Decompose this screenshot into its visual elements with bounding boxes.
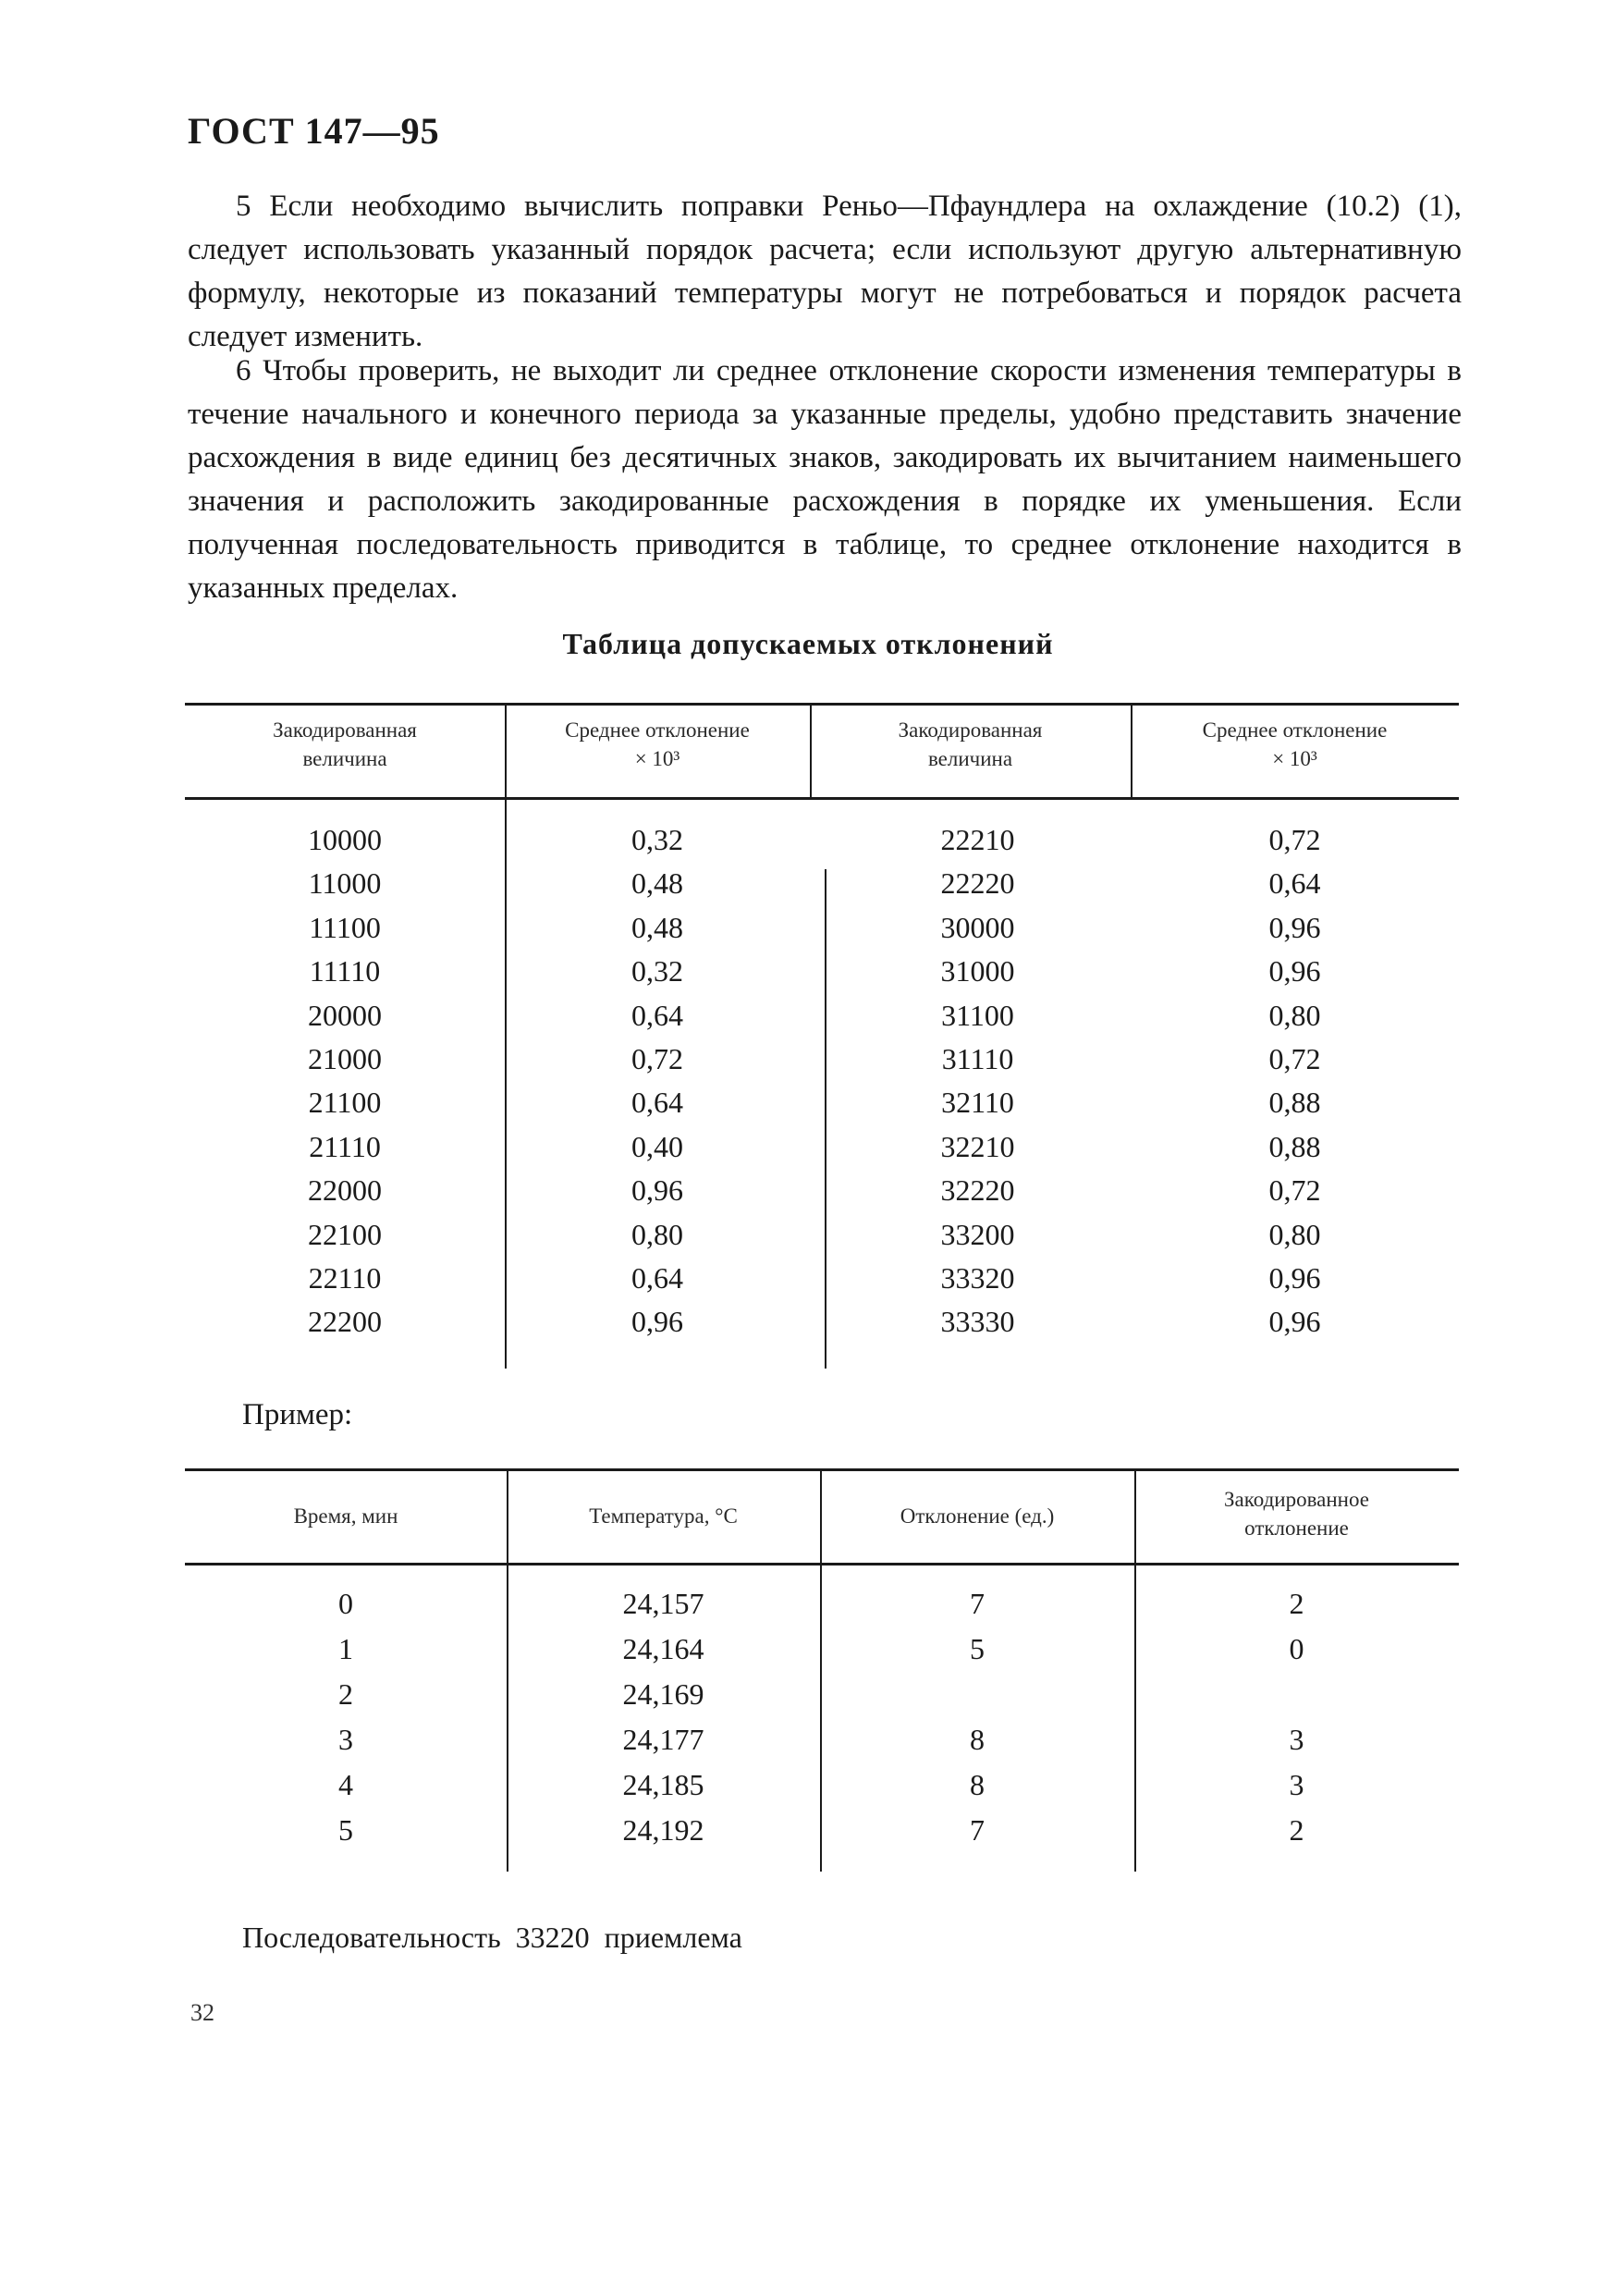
table-cell: 0,48 (631, 866, 683, 901)
table-cell: 5 (970, 1632, 985, 1665)
table-row (185, 1256, 1459, 1300)
column-header: Закодированное отклонение (1224, 1488, 1369, 1540)
table-row (185, 1672, 1459, 1716)
table-cell: 0,72 (631, 1042, 683, 1075)
table-cell: 22210 (940, 823, 1015, 856)
table-cell: 21000 (308, 1042, 382, 1075)
document-header: ГОСТ 147—95 (188, 110, 440, 152)
table-cell: 2 (338, 1677, 353, 1711)
table-title: Таблица допускаемых отклонений (562, 627, 1054, 660)
table-cell: 33320 (940, 1261, 1015, 1295)
table-cell: 33330 (940, 1305, 1015, 1339)
table-cell: 22110 (308, 1261, 382, 1295)
table-cell: 0,80 (631, 1217, 683, 1251)
table-cell: 0,72 (1268, 1173, 1321, 1208)
table-cell: 20000 (308, 998, 382, 1032)
table-cell: 0,32 (631, 954, 683, 988)
table-row (185, 949, 1459, 993)
table-row (185, 1037, 1459, 1081)
table-cell: 32210 (940, 1129, 1015, 1163)
table-cell: 2 (1289, 1587, 1304, 1620)
table-cell: 3 (1289, 1723, 1304, 1756)
column-header: Отклонение (ед.) (900, 1504, 1055, 1528)
table-cell: 32220 (940, 1173, 1015, 1208)
column-header: Закодированная величина (898, 718, 1043, 770)
table-cell: 0,88 (1268, 1086, 1321, 1120)
table-row (185, 1808, 1459, 1852)
table-cell: 5 (338, 1813, 353, 1847)
table-row (185, 1717, 1459, 1762)
table-cell: 22220 (940, 866, 1015, 901)
table-cell: 24,192 (622, 1813, 704, 1847)
table-cell: 32110 (941, 1086, 1014, 1120)
table-cell: 3 (338, 1723, 353, 1756)
table-cell: 0,96 (1268, 954, 1321, 988)
table-cell: 0,40 (631, 1129, 683, 1163)
table-cell: 24,157 (622, 1587, 704, 1620)
table-row (185, 861, 1459, 905)
table-row (185, 1627, 1459, 1671)
table-row (185, 817, 1459, 862)
column-header: Температура, °С (589, 1504, 738, 1528)
table-row (185, 1080, 1459, 1124)
table-row (185, 1212, 1459, 1257)
table-cell: 0,64 (631, 1086, 683, 1120)
table-cell: 10000 (308, 823, 382, 856)
column-header: Время, мин (293, 1504, 398, 1528)
example-table (185, 1468, 1459, 1872)
sequence-conclusion: Последовательность 33220 приемлема (242, 1921, 742, 1954)
table-cell: 0,64 (631, 998, 683, 1032)
table-row (185, 1299, 1459, 1344)
table-cell: 11000 (308, 866, 382, 901)
table-row (185, 993, 1459, 1037)
table-cell: 0,32 (631, 823, 683, 856)
column-header: Закодированная величина (273, 718, 417, 770)
table-cell: 3 (1289, 1768, 1304, 1801)
table-cell: 0,96 (631, 1305, 683, 1339)
column-header: Среднее отклонение × 10³ (565, 718, 750, 770)
table-row (185, 1762, 1459, 1807)
paragraph-5: 5 Если необходимо вычислить поправки Реньо—Пфаундлера на охлаждение (10.2) (1), следует использовать указанный порядок расчета; если используют другую альтернативную формулу, некоторые из показаний температуры могут не потребоваться и порядок расчета следует изменить. (188, 190, 1462, 353)
column-header: Среднее отклонение × 10³ (1202, 718, 1388, 770)
table-cell: 30000 (940, 910, 1015, 944)
table-cell: 7 (970, 1587, 985, 1620)
table-row (185, 1581, 1459, 1626)
table-row (185, 905, 1459, 950)
table-cell: 0,72 (1268, 1042, 1321, 1075)
table-cell: 11110 (309, 954, 381, 988)
table-cell: 0,72 (1268, 823, 1321, 856)
table-cell: 0,96 (1268, 910, 1321, 944)
table-cell: 31000 (940, 954, 1015, 988)
table-cell: 24,169 (622, 1677, 704, 1711)
table-cell: 0 (338, 1587, 353, 1620)
table-cell: 0,64 (631, 1261, 683, 1295)
table-top-rule (185, 1468, 1459, 1471)
table-cell: 0,96 (1268, 1305, 1321, 1339)
table-cell: 24,185 (622, 1768, 704, 1801)
table-cell: 31110 (941, 1042, 1014, 1075)
table-cell: 7 (970, 1813, 985, 1847)
table-cell: 22200 (308, 1305, 382, 1339)
example-label: Пример: (242, 1398, 353, 1431)
table-cell: 0,80 (1268, 1217, 1321, 1251)
table-header-rule (185, 1563, 1459, 1565)
table-cell: 0,88 (1268, 1129, 1321, 1163)
table-cell: 24,177 (622, 1723, 704, 1756)
table-cell: 0,96 (631, 1173, 683, 1208)
page-number: 32 (190, 1999, 214, 2026)
table-cell: 11100 (309, 910, 381, 944)
table-cell: 22100 (308, 1217, 382, 1251)
table-cell: 0,80 (1268, 998, 1321, 1032)
table-cell: 1 (338, 1632, 353, 1665)
table-cell: 0,96 (1268, 1261, 1321, 1295)
table-row (185, 1124, 1459, 1169)
paragraph-6: 6 Чтобы проверить, не выходит ли среднее отклонение скорости изменения температуры в течение начального и конечного периода за указанные пределы, удобно представить значение расхождения в виде единиц без десятичных знаков, закодировать их вычитанием наименьшего значения и расположить закодированные расхождения в порядке их уменьшения. Если полученная последовательность приводится в таблице, то среднее отклонение находится в указанных пределах. (188, 354, 1462, 605)
table-cell: 8 (970, 1768, 985, 1801)
table-cell: 24,164 (622, 1632, 704, 1665)
table-top-rule (185, 703, 1459, 706)
table-row (185, 1168, 1459, 1212)
table-cell: 0,64 (1268, 866, 1321, 901)
table-cell: 22000 (308, 1173, 382, 1208)
table-header-rule (185, 797, 1459, 800)
table-cell: 33200 (940, 1217, 1015, 1251)
table-cell: 4 (338, 1768, 353, 1801)
table-cell: 31100 (941, 998, 1014, 1032)
table-cell: 2 (1289, 1813, 1304, 1847)
table-cell: 8 (970, 1723, 985, 1756)
table-cell: 0 (1289, 1632, 1304, 1665)
table-cell: 0,48 (631, 910, 683, 944)
deviations-table (185, 703, 1459, 1369)
table-cell: 21110 (309, 1129, 381, 1163)
table-cell: 21100 (308, 1086, 382, 1120)
